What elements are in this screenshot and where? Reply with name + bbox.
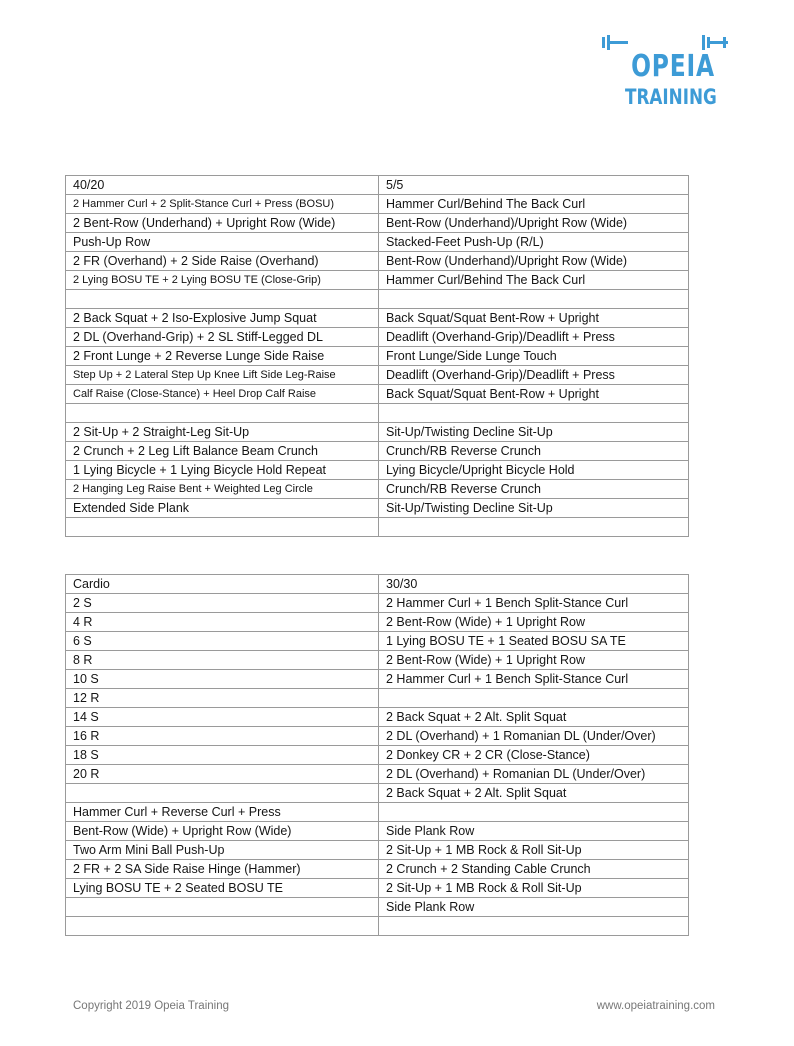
table-cell-left: Calf Raise (Close-Stance) + Heel Drop Calf Raise [66, 385, 379, 404]
table-cell-left: 2 Lying BOSU TE + 2 Lying BOSU TE (Close-Grip) [66, 271, 379, 290]
table-cell-left: Bent-Row (Wide) + Upright Row (Wide) [66, 822, 379, 841]
table-cell-left: 12 R [66, 689, 379, 708]
table-row [66, 366, 689, 385]
table-cell-left: 2 Bent-Row (Underhand) + Upright Row (Wide) [66, 214, 379, 233]
table-row [66, 461, 689, 480]
table-cell-right [379, 803, 689, 822]
table-cell-right: Deadlift (Overhand-Grip)/Deadlift + Press [379, 366, 689, 385]
table-cell-left: 2 Hanging Leg Raise Bent + Weighted Leg Circle [66, 480, 379, 499]
table-cell-left: 2 Hammer Curl + 2 Split-Stance Curl + Press (BOSU) [66, 195, 379, 214]
table-row [66, 499, 689, 518]
workout-table-2 [65, 574, 689, 936]
table-row [66, 233, 689, 252]
table-row [66, 670, 689, 689]
table-cell-left [66, 290, 379, 309]
table-cell-left: Hammer Curl + Reverse Curl + Press [66, 803, 379, 822]
table-cell-left: 2 DL (Overhand-Grip) + 2 SL Stiff-Legged DL [66, 328, 379, 347]
table-cell-right: Bent-Row (Underhand)/Upright Row (Wide) [379, 214, 689, 233]
table-cell-right: Sit-Up/Twisting Decline Sit-Up [379, 499, 689, 518]
table-cell-right: Crunch/RB Reverse Crunch [379, 480, 689, 499]
table-cell-right: Bent-Row (Underhand)/Upright Row (Wide) [379, 252, 689, 271]
table-row [66, 803, 689, 822]
table-row [66, 176, 689, 195]
table-cell-right: 2 Sit-Up + 1 MB Rock & Roll Sit-Up [379, 841, 689, 860]
table-cell-right: Back Squat/Squat Bent-Row + Upright [379, 309, 689, 328]
table-cell-left: 40/20 [66, 176, 379, 195]
table-row [66, 290, 689, 309]
table-row [66, 480, 689, 499]
table-row [66, 860, 689, 879]
table-row [66, 822, 689, 841]
table-cell-right: Back Squat/Squat Bent-Row + Upright [379, 385, 689, 404]
workout-table-1 [65, 175, 689, 537]
table-row [66, 632, 689, 651]
table-cell-right: Side Plank Row [379, 898, 689, 917]
logo-word-opeia: OPEIA [631, 49, 715, 84]
table-cell-left: Step Up + 2 Lateral Step Up Knee Lift Side Leg-Raise [66, 366, 379, 385]
table-row [66, 214, 689, 233]
table-cell-left: 2 Back Squat + 2 Iso-Explosive Jump Squat [66, 309, 379, 328]
table-row [66, 347, 689, 366]
table-cell-right: Crunch/RB Reverse Crunch [379, 442, 689, 461]
table-row [66, 309, 689, 328]
table-cell-right [379, 689, 689, 708]
table-cell-left: 8 R [66, 651, 379, 670]
table-row [66, 252, 689, 271]
table-row [66, 271, 689, 290]
barbell-bar [610, 41, 628, 44]
table-row [66, 195, 689, 214]
table-cell-left: 20 R [66, 765, 379, 784]
table-cell-right: 2 Crunch + 2 Standing Cable Crunch [379, 860, 689, 879]
table-row [66, 746, 689, 765]
table-cell-left: Two Arm Mini Ball Push-Up [66, 841, 379, 860]
table-row [66, 784, 689, 803]
table-cell-left: 18 S [66, 746, 379, 765]
table-cell-left [66, 404, 379, 423]
table-cell-right: 2 Sit-Up + 1 MB Rock & Roll Sit-Up [379, 879, 689, 898]
table-cell-left: Push-Up Row [66, 233, 379, 252]
table-row [66, 651, 689, 670]
table-cell-left: 4 R [66, 613, 379, 632]
table-cell-left: 2 FR (Overhand) + 2 Side Raise (Overhand) [66, 252, 379, 271]
table-row [66, 575, 689, 594]
table-row [66, 765, 689, 784]
table-cell-right: Front Lunge/Side Lunge Touch [379, 347, 689, 366]
table-cell-left: 2 FR + 2 SA Side Raise Hinge (Hammer) [66, 860, 379, 879]
table-row [66, 518, 689, 537]
table-cell-right: Hammer Curl/Behind The Back Curl [379, 195, 689, 214]
table-row [66, 442, 689, 461]
barbell-plate [723, 37, 726, 48]
table-cell-left: 14 S [66, 708, 379, 727]
table-cell-left: 2 Front Lunge + 2 Reverse Lunge Side Raise [66, 347, 379, 366]
table-cell-right: Hammer Curl/Behind The Back Curl [379, 271, 689, 290]
table-cell-left: 16 R [66, 727, 379, 746]
table-cell-right [379, 518, 689, 537]
table-cell-right [379, 917, 689, 936]
table-row [66, 594, 689, 613]
barbell-icon [602, 37, 605, 48]
table-cell-left [66, 917, 379, 936]
table-cell-left [66, 784, 379, 803]
table-cell-right: Side Plank Row [379, 822, 689, 841]
table-cell-right: 2 Bent-Row (Wide) + 1 Upright Row [379, 651, 689, 670]
table-cell-right: 2 Hammer Curl + 1 Bench Split-Stance Curl [379, 594, 689, 613]
table-row [66, 613, 689, 632]
table-cell-right: 2 Hammer Curl + 1 Bench Split-Stance Curl [379, 670, 689, 689]
footer-copyright: Copyright 2019 Opeia Training [73, 1000, 229, 1012]
table-cell-left: 2 S [66, 594, 379, 613]
table-cell-right: 2 Donkey CR + 2 CR (Close-Stance) [379, 746, 689, 765]
table-row [66, 917, 689, 936]
table-row [66, 328, 689, 347]
table-cell-right: Lying Bicycle/Upright Bicycle Hold [379, 461, 689, 480]
table-row [66, 708, 689, 727]
table-row [66, 689, 689, 708]
table-cell-left: 2 Sit-Up + 2 Straight-Leg Sit-Up [66, 423, 379, 442]
table-cell-left: Cardio [66, 575, 379, 594]
table-row [66, 404, 689, 423]
opeia-training-logo [600, 32, 730, 112]
table-cell-right: 2 DL (Overhand) + Romanian DL (Under/Over) [379, 765, 689, 784]
table-row [66, 385, 689, 404]
table-cell-right: 2 Bent-Row (Wide) + 1 Upright Row [379, 613, 689, 632]
table-cell-right: Sit-Up/Twisting Decline Sit-Up [379, 423, 689, 442]
table-cell-right: Deadlift (Overhand-Grip)/Deadlift + Press [379, 328, 689, 347]
table-cell-left: Extended Side Plank [66, 499, 379, 518]
table-row [66, 879, 689, 898]
table-cell-right: Stacked-Feet Push-Up (R/L) [379, 233, 689, 252]
logo-word-training: TRAINING [625, 85, 717, 109]
table-row [66, 898, 689, 917]
table-cell-right: 5/5 [379, 176, 689, 195]
table-cell-right: 1 Lying BOSU TE + 1 Seated BOSU SA TE [379, 632, 689, 651]
table-cell-right: 30/30 [379, 575, 689, 594]
table-cell-left [66, 518, 379, 537]
table-cell-left: 1 Lying Bicycle + 1 Lying Bicycle Hold Repeat [66, 461, 379, 480]
table-cell-right [379, 290, 689, 309]
footer-website: www.opeiatraining.com [596, 1000, 715, 1012]
table-cell-left: 2 Crunch + 2 Leg Lift Balance Beam Crunch [66, 442, 379, 461]
table-cell-right: 2 Back Squat + 2 Alt. Split Squat [379, 784, 689, 803]
table-cell-left: 6 S [66, 632, 379, 651]
table-cell-left: 10 S [66, 670, 379, 689]
table-cell-right: 2 DL (Overhand) + 1 Romanian DL (Under/Over) [379, 727, 689, 746]
table-cell-left: Lying BOSU TE + 2 Seated BOSU TE [66, 879, 379, 898]
table-row [66, 841, 689, 860]
table-cell-right [379, 404, 689, 423]
table-cell-right: 2 Back Squat + 2 Alt. Split Squat [379, 708, 689, 727]
table-row [66, 727, 689, 746]
table-row [66, 423, 689, 442]
table-cell-left [66, 898, 379, 917]
